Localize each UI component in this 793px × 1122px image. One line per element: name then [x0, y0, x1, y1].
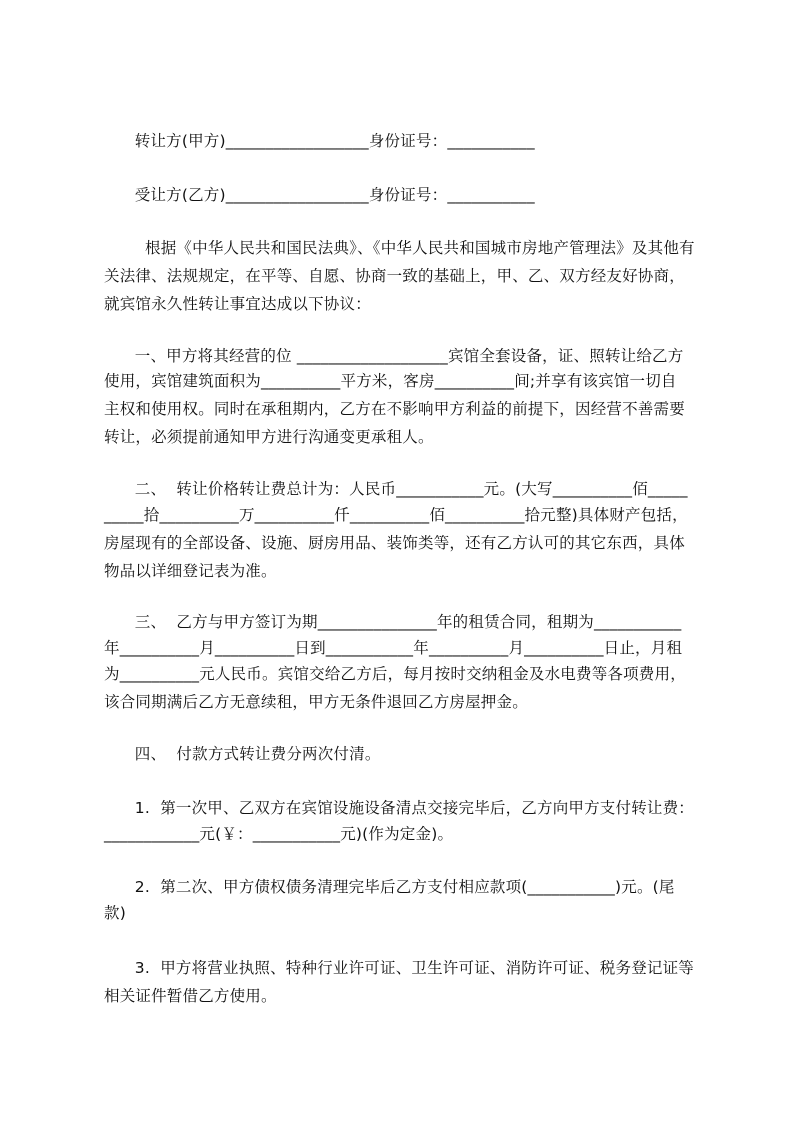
clause-3-line-4: 该合同期满后乙方无意续租，甲方无条件退回乙方房屋押金。 [104, 693, 528, 711]
clause-1-line-4: 转让，必须提前通知甲方进行沟通变更承租人。 [104, 428, 434, 446]
clause-3-line-1: 三、 乙方与甲方签订为期_______________年的租赁合同，租期为___________ [104, 613, 682, 631]
payment-1-line-1: 1. 第一次甲、乙双方在宾馆设施设备清点交接完毕后，乙方向甲方支付转让费： [104, 799, 695, 817]
clause-3-line-3: 为__________元人民币。宾馆交给乙方后，每月按时交纳租金及水电费等各项费用， [104, 665, 686, 683]
clause-1-line-2: 使用，宾馆建筑面积为__________平方米，客房__________间;并享有该宾馆一切自 [104, 372, 677, 390]
clause-2-line-4: 物品以详细登记表为准。 [104, 562, 277, 580]
clause-1-line-3: 主权和使用权。同时在承租期内，乙方在不影响甲方利益的前提下，因经营不善需要 [104, 400, 685, 418]
preamble-line-3: 就宾馆永久性转让事宜达成以下协议： [104, 295, 371, 313]
payment-2-line-1: 2. 第二次、甲方债权债务清理完毕后乙方支付相应款项(___________)元。(尾 [104, 878, 675, 896]
clause-2-line-1: 二、 转让价格转让费总计为：人民币___________元。(大写__________佰_____ [104, 480, 688, 498]
clause-4-line: 四、 付款方式转让费分两次付清。 [104, 745, 381, 763]
transferee-line: 受让方(乙方)__________________身份证号：___________ [104, 186, 535, 204]
preamble-line-2: 关法律、法规规定，在平等、自愿、协商一致的基础上，甲、乙、双方经友好协商， [104, 267, 685, 285]
clause-1-line-1: 一、甲方将其经营的位 ___________________宾馆全套设备，证、照转让给乙方 [104, 347, 684, 365]
preamble-line-1: 根据《中华人民共和国民法典》、《中华人民共和国城市房地产管理法》及其他有 [104, 239, 695, 257]
clause-2-line-3: 房屋现有的全部设备、设施、厨房用品、装饰类等，还有乙方认可的其它东西，具体 [104, 534, 685, 552]
clause-2-line-2: _____拾__________万__________仟__________佰__________拾元整)具体财产包括， [104, 506, 688, 524]
transferor-line: 转让方(甲方)__________________身份证号：___________ [104, 132, 535, 150]
payment-3-line-1: 3. 甲方将营业执照、特种行业许可证、卫生许可证、消防许可证、税务登记证等 [104, 959, 695, 977]
clause-3-line-2: 年__________月__________日到___________年__________月__________日止，月租 [104, 639, 683, 657]
payment-2-line-2: 款) [104, 904, 126, 922]
payment-3-line-2: 相关证件暂借乙方使用。 [104, 987, 277, 1005]
payment-1-line-2: ____________元(￥：___________元)(作为定金)。 [104, 825, 454, 843]
